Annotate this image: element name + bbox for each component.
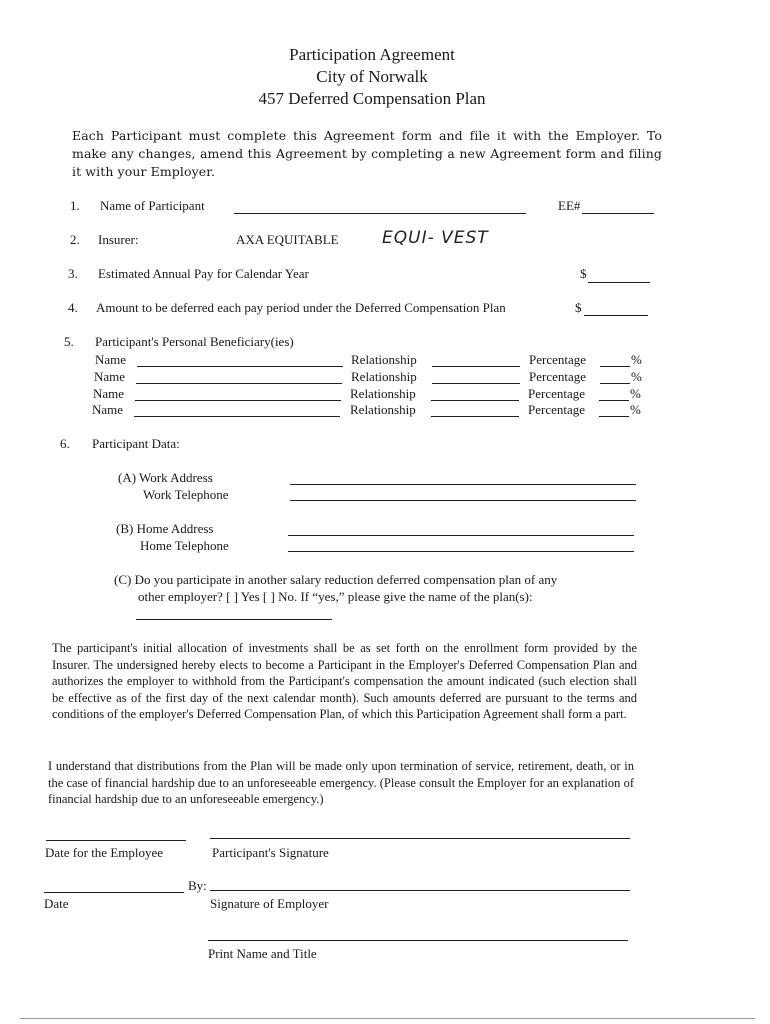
item-3-label: Estimated Annual Pay for Calendar Year <box>98 266 309 281</box>
home-telephone-field[interactable] <box>288 551 634 552</box>
percent-sign: % <box>630 386 641 401</box>
beneficiary-name-field[interactable] <box>137 366 343 367</box>
home-address-field[interactable] <box>288 535 634 536</box>
work-telephone-label: Work Telephone <box>143 487 229 502</box>
distribution-paragraph: I understand that distributions from the Plan will be made only upon termination of service, retirement, death, or in the case of financial hardship due to an unforeseeable emergency. (Please consult the Employer for an explanation of financial hardship due to an unforeseeable emergency.) <box>48 759 634 806</box>
beneficiary-name-label: Name <box>92 402 124 417</box>
ee-number-label: EE# <box>558 198 581 213</box>
percent-sign: % <box>631 352 642 367</box>
employer-signature-field[interactable] <box>210 890 630 891</box>
participant-name-field[interactable] <box>234 213 526 214</box>
other-plan-name-field[interactable] <box>136 619 332 620</box>
deferral-currency: $ <box>575 300 582 315</box>
employer-signature-label: Signature of Employer <box>210 896 329 911</box>
beneficiary-percentage-field[interactable] <box>599 400 629 401</box>
item-6-label: Participant Data: <box>92 436 180 451</box>
intro-paragraph: Each Participant must complete this Agreement form and file it with the Employer. To make any changes, amend this Agreement by completing a new Agreement form and filing it with your Employer. <box>72 128 662 179</box>
beneficiary-percentage-field[interactable] <box>600 366 630 367</box>
annual-pay-currency: $ <box>580 266 587 281</box>
beneficiary-percentage-field[interactable] <box>599 416 629 417</box>
home-telephone-label: Home Telephone <box>140 538 229 553</box>
beneficiary-percentage-label: Percentage <box>528 402 586 417</box>
doc-subtitle-plan: 457 Deferred Compensation Plan <box>258 89 486 108</box>
work-address-label: (A) Work Address <box>118 470 213 485</box>
annual-pay-field[interactable] <box>588 282 650 283</box>
beneficiary-name-label: Name <box>94 369 126 384</box>
beneficiary-name-label: Name <box>93 386 125 401</box>
doc-title: Participation Agreement <box>289 45 455 64</box>
participant-signature-label: Participant's Signature <box>212 845 329 860</box>
insurer-handwritten-note: EQUI- VEST <box>382 228 489 248</box>
work-telephone-field[interactable] <box>290 500 636 501</box>
beneficiary-percentage-label: Percentage <box>529 352 587 367</box>
other-plan-question-cont: other employer? [ ] Yes [ ] No. If “yes,” please give the name of the plan(s): <box>138 589 533 604</box>
item-2-label: Insurer: <box>98 232 139 247</box>
item-2-number: 2. <box>70 232 80 247</box>
percent-sign: % <box>630 402 641 417</box>
item-5-label: Participant's Personal Beneficiary(ies) <box>95 334 294 349</box>
beneficiary-relationship-field[interactable] <box>432 366 520 367</box>
beneficiary-name-field[interactable] <box>134 416 340 417</box>
item-1-number: 1. <box>70 198 80 213</box>
beneficiary-name-field[interactable] <box>136 383 342 384</box>
beneficiary-relationship-field[interactable] <box>431 400 519 401</box>
employee-date-field[interactable] <box>46 840 186 841</box>
beneficiary-relationship-label: Relationship <box>350 402 416 417</box>
beneficiary-percentage-label: Percentage <box>529 369 587 384</box>
by-label: By: <box>188 878 207 893</box>
beneficiary-relationship-label: Relationship <box>350 386 416 401</box>
date-for-employee-label: Date for the Employee <box>45 845 164 860</box>
beneficiary-relationship-field[interactable] <box>431 416 519 417</box>
deferral-amount-field[interactable] <box>584 315 648 316</box>
beneficiary-relationship-field[interactable] <box>432 383 520 384</box>
date-field[interactable] <box>44 892 184 893</box>
other-plan-question: (C) Do you participate in another salary reduction deferred compensation plan of any <box>114 572 558 587</box>
beneficiary-percentage-field[interactable] <box>600 383 630 384</box>
print-name-title-field[interactable] <box>208 940 628 941</box>
home-address-label: (B) Home Address <box>116 521 214 536</box>
beneficiary-percentage-label: Percentage <box>528 386 586 401</box>
beneficiary-name-label: Name <box>95 352 127 367</box>
ee-number-field[interactable] <box>582 213 654 214</box>
print-name-title-label: Print Name and Title <box>208 946 317 961</box>
percent-sign: % <box>631 369 642 384</box>
participant-signature-field[interactable] <box>210 838 630 839</box>
beneficiary-relationship-label: Relationship <box>351 369 417 384</box>
item-3-number: 3. <box>68 266 78 281</box>
item-4-label: Amount to be deferred each pay period under the Deferred Compensation Plan <box>96 300 506 315</box>
item-5-number: 5. <box>64 334 74 349</box>
beneficiary-name-field[interactable] <box>135 400 341 401</box>
item-4-number: 4. <box>68 300 78 315</box>
work-address-field[interactable] <box>290 484 636 485</box>
date-label: Date <box>44 896 69 911</box>
insurer-value: AXA EQUITABLE <box>236 232 339 247</box>
allocation-paragraph: The participant's initial allocation of investments shall be as set forth on the enrollment form provided by the Insurer. The undersigned hereby elects to become a Participant in the Employer's Deferred Compensation Plan and authorizes the employer to withhold from the Participant's compensation the amount indicated (such election shall be effective as of the first day of the next calendar month). Such amounts deferred are pursuant to the terms and conditions of the employer's Deferred Compensation Plan, of which this Participation Agreement shall form a part. <box>52 641 637 721</box>
beneficiary-relationship-label: Relationship <box>351 352 417 367</box>
item-6-number: 6. <box>60 436 70 451</box>
item-1-label: Name of Participant <box>100 198 205 213</box>
doc-subtitle-city: City of Norwalk <box>316 67 428 86</box>
page-bottom-edge <box>20 1018 755 1019</box>
